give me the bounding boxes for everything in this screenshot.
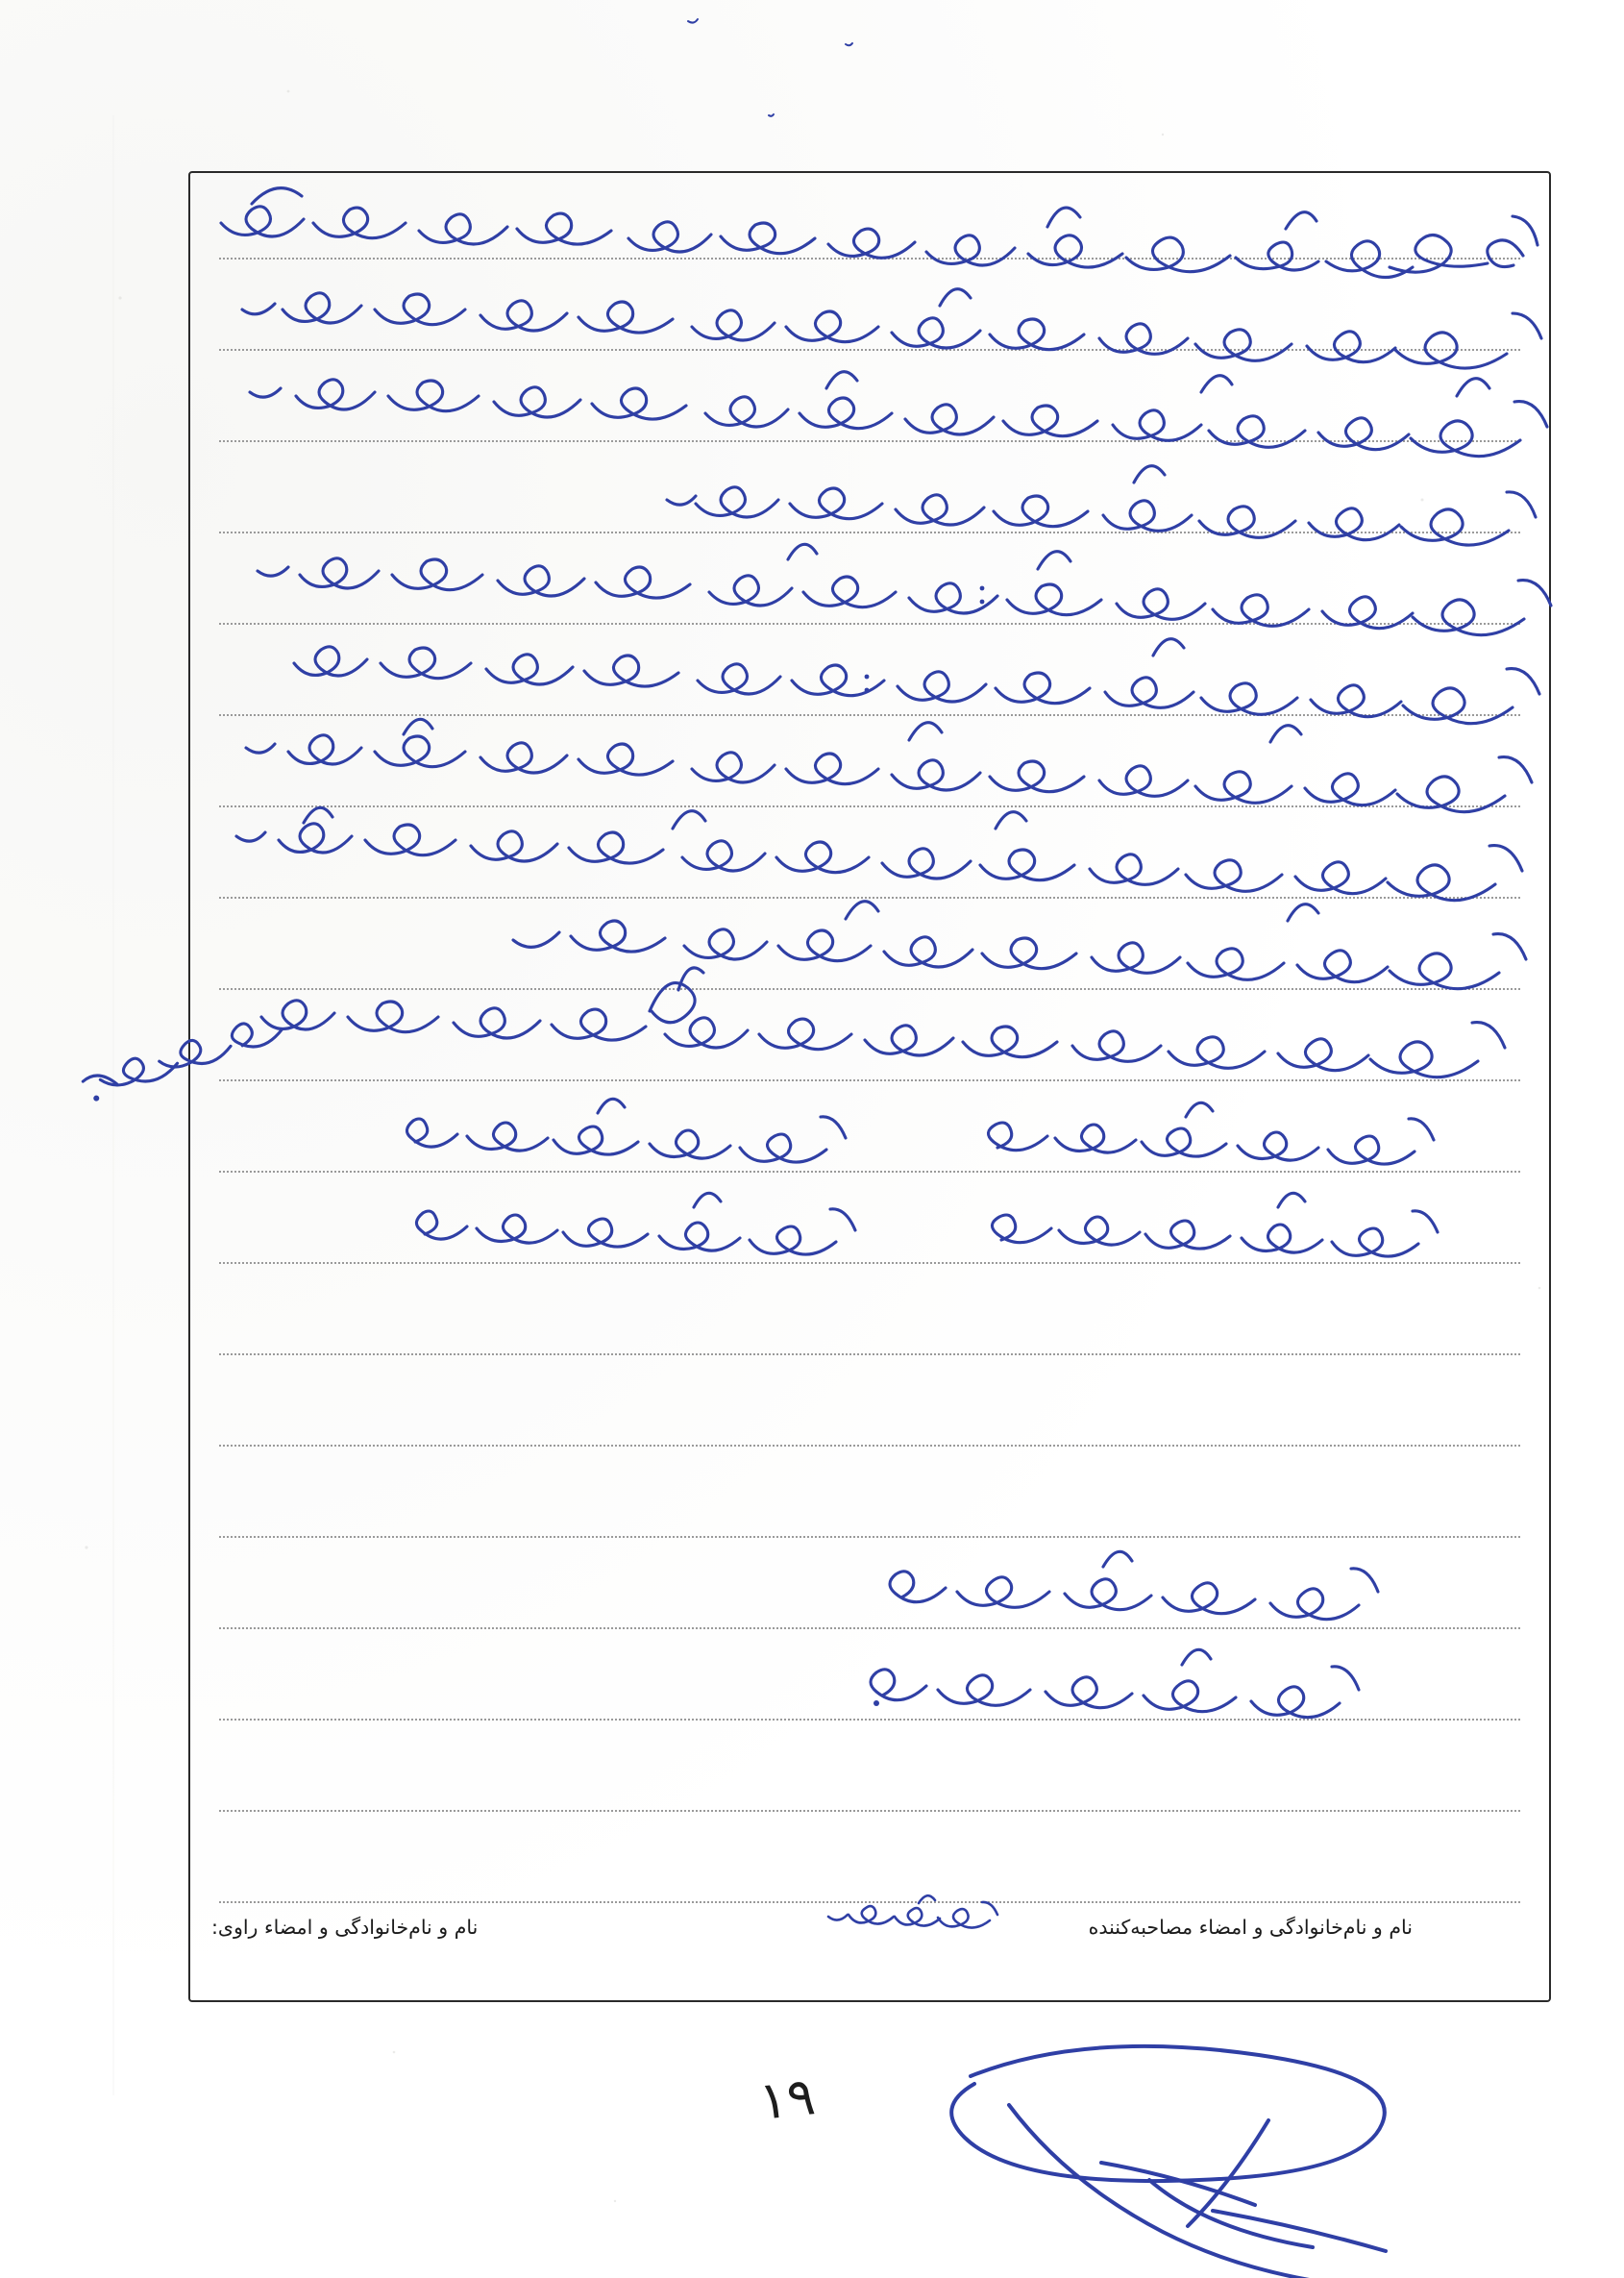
interviewer-name-label: نام و نام‌خانوادگی و امضاء مصاحبه‌کننده: [1088, 1916, 1413, 1939]
ruled-line: [219, 1810, 1520, 1812]
ruled-line: [219, 1353, 1520, 1355]
interviewer-signature: [819, 1892, 1001, 1942]
body-transcription: [0, 0, 1, 1]
ruled-line: [219, 1445, 1520, 1447]
ruled-line: [219, 897, 1520, 899]
interviewer-signature-text: [0, 0, 1, 1]
ruled-line: [219, 1171, 1520, 1173]
ruled-line: [219, 714, 1520, 716]
ruled-line: [219, 1262, 1520, 1264]
ruled-line: [219, 623, 1520, 625]
ruled-line: [219, 988, 1520, 990]
ruled-line: [219, 1627, 1520, 1629]
form-footer: [211, 1908, 1413, 1946]
ruled-line: [219, 440, 1520, 442]
ruled-line: [219, 532, 1520, 533]
ruled-line: [219, 805, 1520, 807]
ruled-line: [219, 1719, 1520, 1721]
form-border: [188, 171, 1551, 2002]
ruled-line: [219, 1079, 1520, 1081]
ruled-line: [219, 349, 1520, 351]
page-number: ۱۹: [755, 2066, 819, 2132]
ruled-line: [219, 258, 1520, 260]
narrator-name-label: نام و نام‌خانوادگی و امضاء راوی:: [211, 1916, 479, 1939]
ruled-line: [219, 1536, 1520, 1538]
